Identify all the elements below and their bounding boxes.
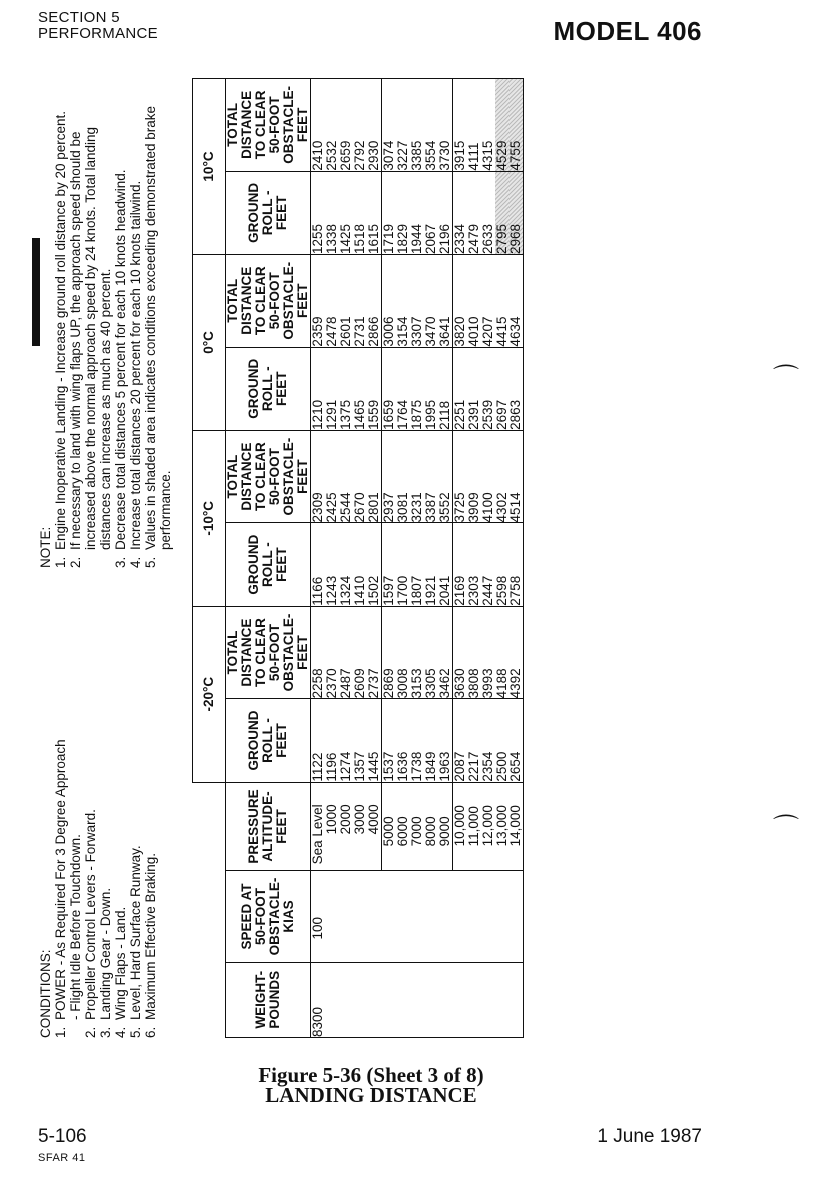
total-distance-cell: 3820 4010 4207 4415 4634 — [453, 254, 524, 347]
model-title: MODEL 406 — [553, 16, 702, 46]
total-distance-cell: 2258 2370 2487 2609 2737 — [311, 606, 382, 699]
temp-header: -20°C — [193, 606, 226, 782]
item-number: 1. — [53, 1026, 68, 1038]
binding-mark: ⌒ — [773, 813, 800, 843]
rotated-chart-content — [30, 78, 720, 1038]
altitude-values: 10,000 11,000 12,000 13,000 14,000 — [452, 805, 523, 847]
list-item — [128, 688, 143, 1038]
ground-roll-cell: 1537 1636 1738 1849 1963 — [382, 699, 453, 782]
ground-roll-cell: 2169 2303 2447 2598 2758 — [453, 523, 524, 606]
total-distance-header: TOTAL DISTANCE TO CLEAR 50-FOOT OBSTACLE- FEET — [226, 606, 311, 699]
total-distance-cell: 2359 2478 2601 2731 2866 — [311, 254, 382, 347]
list-item — [53, 88, 68, 568]
page-number: 5-106 — [38, 1126, 87, 1147]
value: 2479 — [466, 223, 481, 254]
item-number: 6. — [143, 1026, 158, 1038]
total-distance-header: TOTAL DISTANCE TO CLEAR 50-FOOT OBSTACLE- FEET — [226, 430, 311, 523]
notes-block — [38, 88, 173, 568]
revision-date: 1 June 1987 — [597, 1126, 702, 1147]
conditions-block — [38, 688, 158, 1038]
section-title: PERFORMANCE — [38, 25, 158, 42]
list-item — [128, 88, 143, 568]
section-number: SECTION 5 — [38, 9, 120, 26]
item-text: Values in shaded area indicates conditions exceeding demonstrated brake performance. — [143, 105, 173, 550]
ground-roll-cell: 2087 2217 2354 2500 2654 — [453, 699, 524, 782]
item-number: 1. — [53, 556, 68, 568]
value: 3915 — [452, 140, 467, 171]
ground-roll-cell — [453, 171, 524, 254]
item-number: 5. — [128, 1026, 143, 1038]
altitude-values: 5000 6000 7000 8000 9000 — [381, 816, 452, 847]
value: 2633 — [480, 223, 495, 254]
notes-list — [53, 88, 173, 568]
list-item — [68, 88, 113, 568]
notes-title: NOTE: — [38, 526, 53, 568]
ground-roll-header: GROUND ROLL - FEET — [226, 699, 311, 782]
section-header — [38, 10, 158, 42]
sfar-label: SFAR 41 — [38, 1152, 86, 1164]
shaded-value: 4755 — [509, 79, 523, 171]
item-number: 4. — [113, 1026, 128, 1038]
value: 4111 — [466, 142, 481, 171]
item-text: Wing Flaps - Land. — [113, 906, 128, 1020]
total-distance-cell: 2869 3008 3153 3305 3462 — [382, 606, 453, 699]
item-number: 5. — [143, 556, 158, 568]
blank-corner — [193, 782, 226, 1037]
binding-mark: ⌒ — [773, 363, 800, 393]
total-distance-cell: 3006 3154 3307 3470 3641 — [382, 254, 453, 347]
item-number: 3. — [98, 1026, 113, 1038]
list-item — [143, 88, 173, 568]
altitude-cell — [453, 782, 524, 871]
list-item — [83, 688, 98, 1038]
figure-number: Figure 5-36 (Sheet 3 of 8) — [258, 1063, 484, 1087]
item-number: 2. — [68, 556, 83, 568]
temp-header: -10°C — [193, 430, 226, 606]
total-distance-cell: 3725 3909 4100 4302 4514 — [453, 430, 524, 523]
value: 2334 — [452, 223, 467, 254]
altitude-cell — [382, 782, 453, 871]
temp-header: 10°C — [193, 79, 226, 255]
ground-roll-cell: 1210 1291 1375 1465 1559 — [311, 347, 382, 430]
list-item — [113, 688, 128, 1038]
total-distance-cell: 2410 2532 2659 2792 2930 — [311, 79, 382, 172]
total-distance-header: TOTAL DISTANCE TO CLEAR 50-FOOT OBSTACLE- FEET — [226, 79, 311, 172]
altitude-values: Sea Level 1000 2000 3000 4000 — [310, 804, 381, 865]
landing-distance-table — [192, 78, 524, 1038]
conditions-title: CONDITIONS: — [38, 949, 53, 1038]
conditions-list — [53, 688, 158, 1038]
list-item — [113, 88, 128, 568]
item-text: Landing Gear - Down. — [98, 887, 113, 1020]
ground-roll-cell: 2251 2391 2539 2697 2863 — [453, 347, 524, 430]
item-text: POWER - As Required For 3 Degree Approach — [53, 739, 68, 1020]
table-row — [311, 79, 382, 1038]
item-text: If necessary to land with wing flaps UP, the approach speed should be increased above the normal approach speed by 24 knots. Total landing distances can increase as much as 40 percent. — [68, 126, 113, 550]
ground-roll-header: GROUND ROLL - FEET — [226, 347, 311, 430]
item-text: Propeller Control Levers - Forward. — [83, 809, 98, 1020]
altitude-header: PRESSURE ALTITUDE- FEET — [226, 782, 311, 871]
shaded-value: 4529 — [495, 79, 509, 171]
ground-roll-header: GROUND ROLL - FEET — [226, 171, 311, 254]
item-number: 2. — [83, 1026, 98, 1038]
item-text: Level, Hard Surface Runway. — [128, 845, 143, 1020]
item-text: Maximum Effective Braking. — [143, 852, 158, 1020]
list-item — [98, 688, 113, 1038]
ground-roll-cell: 1659 1764 1875 1995 2118 — [382, 347, 453, 430]
shaded-value: 2795 — [495, 172, 509, 254]
list-item — [53, 688, 68, 1038]
temperature-header-row — [193, 79, 226, 1038]
ground-roll-cell: 1255 1338 1425 1518 1615 — [311, 171, 382, 254]
column-header-row — [226, 79, 311, 1038]
shaded-value: 2968 — [509, 172, 523, 254]
temp-header: 0°C — [193, 254, 226, 430]
ground-roll-cell: 1719 1829 1944 2067 2196 — [382, 171, 453, 254]
total-distance-cell — [453, 79, 524, 172]
item-number: 4. — [128, 556, 143, 568]
list-item — [143, 688, 158, 1038]
altitude-cell — [311, 782, 382, 871]
item-text: - Flight Idle Before Touchdown. — [68, 834, 83, 1020]
total-distance-header: TOTAL DISTANCE TO CLEAR 50-FOOT OBSTACLE- FEET — [226, 254, 311, 347]
value: 4315 — [480, 140, 495, 171]
total-distance-cell: 3074 3227 3385 3554 3730 — [382, 79, 453, 172]
item-number: 3. — [113, 556, 128, 568]
speed-cell: 100 — [311, 871, 524, 962]
speed-header: SPEED AT 50-FOOT OBSTACLE- KIAS — [226, 871, 311, 962]
figure-title: LANDING DISTANCE — [265, 1083, 477, 1107]
item-number — [68, 1020, 83, 1038]
item-text: Decrease total distances 5 percent for each 10 knots headwind. — [113, 169, 128, 550]
total-distance-cell: 2309 2425 2544 2670 2801 — [311, 430, 382, 523]
ground-roll-cell: 1166 1243 1324 1410 1502 — [311, 523, 382, 606]
ground-roll-header: GROUND ROLL - FEET — [226, 523, 311, 606]
item-text: Increase total distances 20 percent for each 10 knots tailwind. — [128, 180, 143, 550]
total-distance-cell: 3630 3808 3993 4188 4392 — [453, 606, 524, 699]
weight-header: WEIGHT- POUNDS — [226, 962, 311, 1037]
item-text: Engine Inoperative Landing - Increase ground roll distance by 20 percent. — [53, 110, 68, 550]
list-item — [68, 688, 83, 1038]
ground-roll-cell: 1122 1196 1274 1357 1445 — [311, 699, 382, 782]
weight-cell: 8300 — [311, 962, 524, 1037]
total-distance-cell: 2937 3081 3231 3387 3552 — [382, 430, 453, 523]
ground-roll-cell: 1597 1700 1807 1921 2041 — [382, 523, 453, 606]
